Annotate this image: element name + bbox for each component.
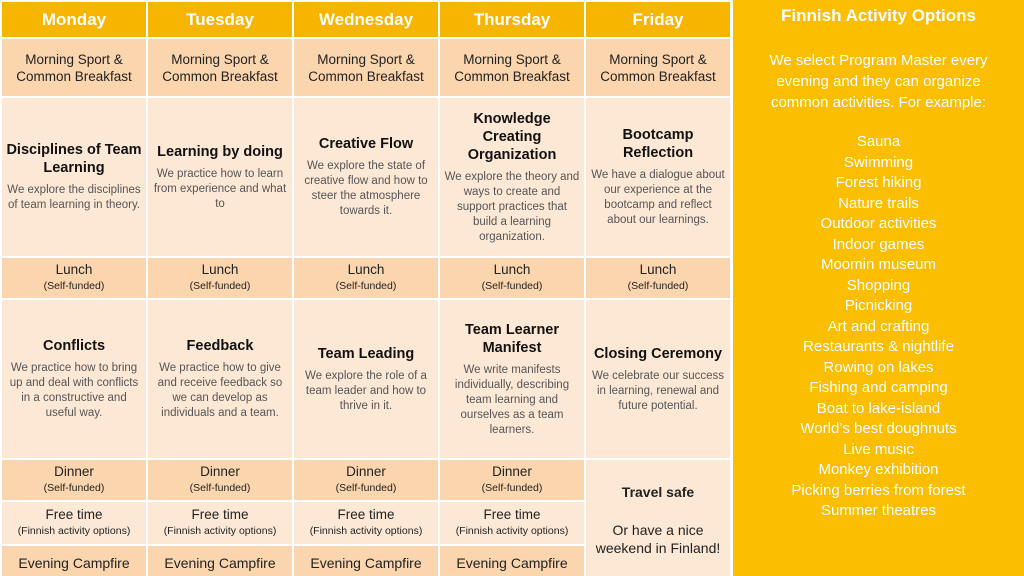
free-time-cell [2,502,146,544]
lunch-note: (Self-funded) [481,280,543,292]
session-description: We practice how to learn from experience and what to [153,167,287,210]
session-cell [148,98,292,256]
day-header-friday: Friday [586,2,730,37]
campfire-cell: Evening Campfire [294,546,438,576]
morning-row [2,39,730,96]
session-cell [440,98,584,256]
session-description: We practice how to bring up and deal with conflicts in a constructive and useful way. [9,362,139,419]
free-time-note: (Finnish activity options) [309,525,423,537]
dinner-cell [294,460,438,500]
session-title: Closing Ceremony [593,345,723,362]
free-time-note: (Finnish activity options) [163,525,277,537]
lunch-cell [440,258,584,298]
morning-cell: Morning Sport & Common Breakfast [2,39,146,96]
session-cell [586,98,730,256]
activity-item: Art and crafting [827,317,930,335]
dinner-note: (Self-funded) [43,482,105,494]
session-cell [586,300,730,458]
activity-item: Outdoor activities [820,215,937,232]
session-description: We explore the role of a team leader and how to thrive in it. [305,369,427,412]
session-cell [148,300,292,458]
session-description: We write manifests individually, describing team learning and ourselves as a team learners. [454,363,570,436]
session-cell [294,300,438,458]
dinner-note: (Self-funded) [481,482,543,494]
activity-item: Moomin museum [820,256,937,273]
dinner-label: Dinner [492,464,532,479]
session-description: We celebrate our success in learning, renewal and future potential. [591,369,725,412]
session-description: We have a dialogue about our experience at the bootcamp and reflect about our learnings. [591,169,725,226]
session-cell [2,98,146,256]
dinner-note: (Self-funded) [189,482,251,494]
campfire-cell: Evening Campfire [440,546,584,576]
travel-safe-text: Or have a nice weekend in Finland! [595,522,721,556]
day-header-wednesday: Wednesday [294,2,438,37]
dinner-row [2,460,730,500]
session-title: Team Leading [317,345,415,362]
activity-item: Summer theatres [820,502,937,519]
travel-safe-title: Travel safe [621,484,695,500]
dinner-cell [148,460,292,500]
lunch-label: Lunch [493,262,531,277]
free-time-label: Free time [337,507,395,522]
session-cell [294,98,438,256]
day-header-monday: Monday [2,2,146,37]
dinner-note: (Self-funded) [335,482,397,494]
free-time-label: Free time [483,507,541,522]
activity-item: Boat to lake-island [816,399,941,417]
lunch-row [2,258,730,298]
morning-cell: Morning Sport & Common Breakfast [294,39,438,96]
lunch-label: Lunch [639,262,677,277]
session-title: Feedback [186,338,254,354]
activity-item: Swimming [843,153,914,171]
free-time-cell [148,502,292,544]
activity-item: World’s best doughnuts [800,420,957,437]
campfire-cell: Evening Campfire [2,546,146,576]
session-title: Bootcamp Reflection [622,127,694,161]
session-description: We explore the disciplines of team learning in theory. [7,184,141,211]
free-time-label: Free time [191,507,249,522]
activity-item: Sauna [856,133,901,150]
day-header-row [2,2,730,37]
session-title: Team Learner Manifest [464,321,560,356]
activity-options-panel [733,0,1024,576]
activity-item: Live music [843,440,914,458]
session-title: Conflicts [42,338,106,354]
session-title: Learning by doing [157,143,283,160]
activity-item: Restaurants & nightlife [803,338,954,355]
session-title: Disciplines of Team Learning [6,142,142,176]
session2-row [2,300,730,458]
session-description: We practice how to give and receive feedback so we can develop as individuals and a team. [157,362,283,419]
lunch-note: (Self-funded) [627,280,689,292]
lunch-note: (Self-funded) [43,280,105,292]
session1-row [2,98,730,256]
lunch-cell [586,258,730,298]
panel-title: Finnish Activity Options [781,6,976,25]
morning-cell: Morning Sport & Common Breakfast [440,39,584,96]
lunch-cell [148,258,292,298]
session-cell [440,300,584,458]
activity-item: Nature trails [838,194,919,212]
morning-cell: Morning Sport & Common Breakfast [148,39,292,96]
session-title: Creative Flow [318,136,414,152]
lunch-label: Lunch [55,262,93,277]
free-time-note: (Finnish activity options) [17,525,131,537]
lunch-label: Lunch [201,262,239,277]
dinner-label: Dinner [346,464,386,479]
dinner-label: Dinner [200,464,240,479]
session-title: Knowledge Creating Organization [467,110,557,163]
free-time-cell [294,502,438,544]
session-cell [2,300,146,458]
free-time-label: Free time [45,507,103,522]
activity-item: Indoor games [832,235,925,253]
activity-list [733,132,1024,522]
activity-item: Picnicking [844,297,913,314]
lunch-cell [294,258,438,298]
lunch-cell [2,258,146,298]
travel-safe-cell [586,460,730,576]
dinner-cell [440,460,584,500]
morning-cell: Morning Sport & Common Breakfast [586,39,730,96]
panel-intro: We select Program Master every evening and they can organize common activities. For example: [769,52,988,111]
activity-item: Forest hiking [835,174,922,191]
dinner-cell [2,460,146,500]
dinner-label: Dinner [54,464,94,479]
lunch-note: (Self-funded) [189,280,251,292]
session-description: We explore the state of creative flow and how to steer the atmosphere towards it. [304,160,428,217]
free-time-cell [440,502,584,544]
activity-item: Monkey exhibition [818,461,939,478]
activity-item: Picking berries from forest [791,481,966,499]
campfire-cell: Evening Campfire [148,546,292,576]
day-header-tuesday: Tuesday [148,2,292,37]
session-description: We explore the theory and ways to create and support practices that build a learning organization. [444,170,580,243]
free-time-note: (Finnish activity options) [455,525,569,537]
activity-item: Rowing on lakes [823,358,934,376]
lunch-note: (Self-funded) [335,280,397,292]
lunch-label: Lunch [347,262,385,277]
activity-item: Fishing and camping [809,379,948,396]
activity-item: Shopping [846,276,911,294]
day-header-thursday: Thursday [440,2,584,37]
